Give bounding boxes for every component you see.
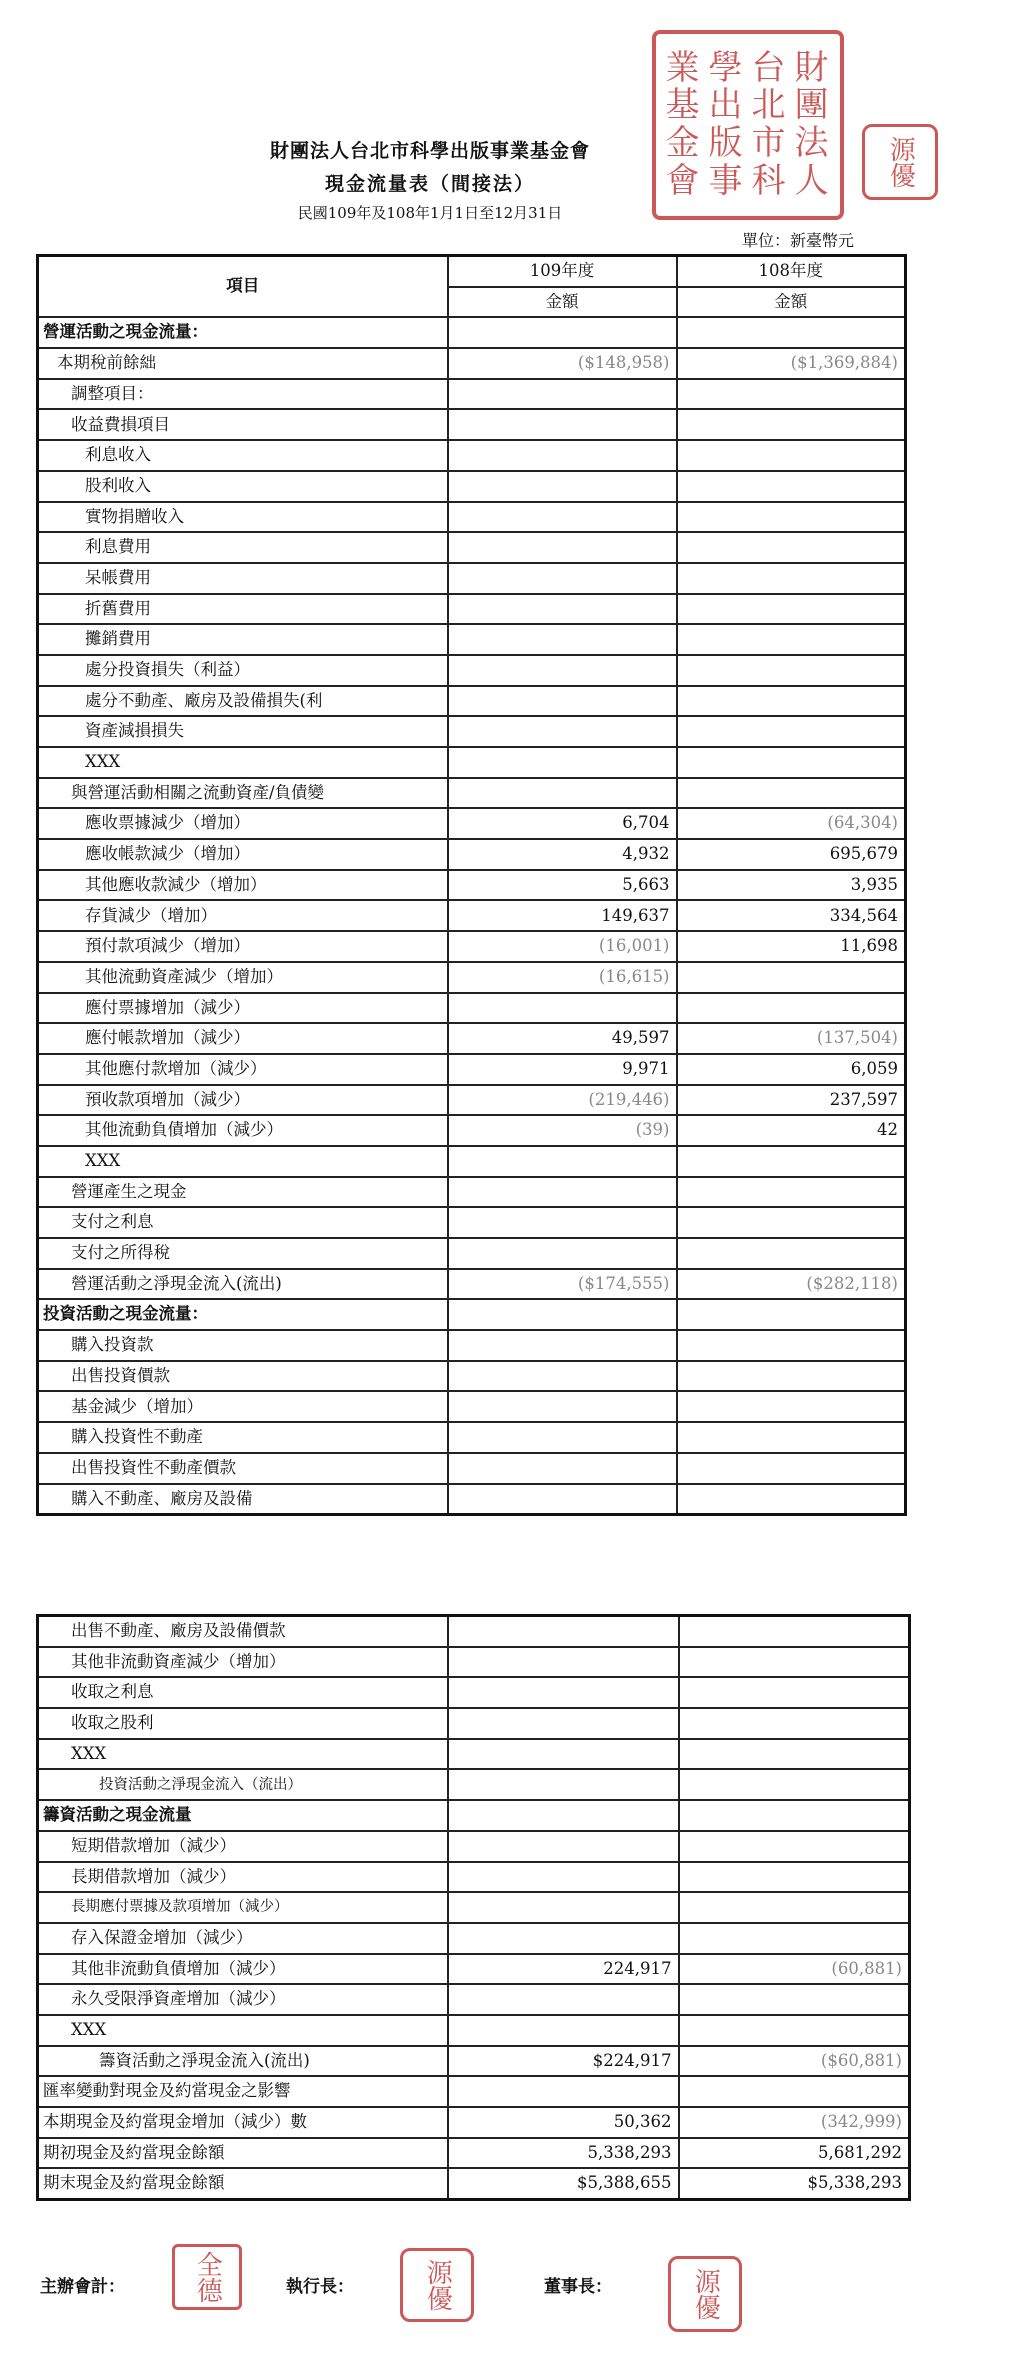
amount-108: [677, 962, 906, 993]
row-label: 營運活動之淨現金流入(流出): [38, 1269, 448, 1300]
amount-108: 5,681,292: [679, 2138, 910, 2169]
amount-109: [448, 409, 677, 440]
amount-108: [677, 624, 906, 655]
amount-108: 42: [677, 1115, 906, 1146]
chairman-seal-stamp: 源優: [862, 124, 938, 200]
table-row: [38, 1207, 906, 1238]
accountant-signature-label: 主辦會計：: [40, 2277, 125, 2297]
amount-108: [677, 993, 906, 1024]
amount-109: [448, 1862, 679, 1893]
row-label: 資產減損損失: [38, 716, 448, 747]
amount-109: [448, 317, 677, 348]
amount-109: [448, 1892, 679, 1923]
organization-seal-stamp: 業 學 台 財 基 出 北 團 金 版 市 法 會 事 科 人: [652, 30, 844, 220]
amount-109: [448, 1238, 677, 1269]
column-header-amount-109: 金額: [448, 287, 677, 318]
row-label: 基金減少（增加）: [38, 1391, 448, 1422]
row-label: 期末現金及約當現金餘額: [38, 2168, 448, 2199]
amount-108: [679, 1647, 910, 1678]
amount-109: [448, 993, 677, 1024]
amount-109: 9,971: [448, 1054, 677, 1085]
table-row: [38, 1616, 910, 1647]
table-row: [38, 1422, 906, 1453]
amount-109: [448, 1484, 677, 1515]
ceo-signature-label: 執行長：: [286, 2277, 354, 2297]
row-label: 營運產生之現金: [38, 1177, 448, 1208]
table-row: [38, 1647, 910, 1678]
table-row: [38, 1984, 910, 2015]
row-label: 匯率變動對現金及約當現金之影響: [38, 2076, 448, 2107]
table-row: [38, 1269, 906, 1300]
amount-108: [679, 1984, 910, 2015]
row-label: 其他應付款增加（減少）: [38, 1054, 448, 1085]
table-row: [38, 409, 906, 440]
row-label: 籌資活動之現金流量: [38, 1800, 448, 1831]
table-row: [38, 440, 906, 471]
cash-flow-table-part1: [36, 254, 907, 1516]
amount-109: [448, 2015, 679, 2046]
table-row: [38, 1391, 906, 1422]
table-row: [38, 1361, 906, 1392]
amount-108: [679, 1831, 910, 1862]
table-row: [38, 870, 906, 901]
amount-109: [448, 1391, 677, 1422]
table-row: [38, 1484, 906, 1515]
amount-109: [448, 655, 677, 686]
table-row: [38, 2046, 910, 2077]
row-label: 利息費用: [38, 532, 448, 563]
row-label: 期初現金及約當現金餘額: [38, 2138, 448, 2169]
amount-109: [448, 778, 677, 809]
table-row: [38, 502, 906, 533]
amount-108: [677, 1207, 906, 1238]
table-row: [38, 2138, 910, 2169]
amount-109: 224,917: [448, 1954, 679, 1985]
row-label: 處分不動產、廠房及設備損失(利: [38, 686, 448, 717]
row-label: 長期借款增加（減少）: [38, 1862, 448, 1893]
row-label: 長期應付票據及款項增加（減少）: [38, 1892, 448, 1923]
amount-108: [679, 2076, 910, 2107]
amount-108: 3,935: [677, 870, 906, 901]
amount-109: [448, 686, 677, 717]
amount-109: [448, 440, 677, 471]
amount-109: [448, 1984, 679, 2015]
amount-109: 50,362: [448, 2107, 679, 2138]
row-label: 其他應收款減少（增加）: [38, 870, 448, 901]
amount-108: [677, 317, 906, 348]
amount-108: ($282,118): [677, 1269, 906, 1300]
amount-109: $224,917: [448, 2046, 679, 2077]
amount-109: [448, 1422, 677, 1453]
amount-109: [448, 532, 677, 563]
amount-108: [679, 1800, 910, 1831]
table-row: [38, 839, 906, 870]
amount-108: [677, 1484, 906, 1515]
row-label: 應收票據減少（增加）: [38, 808, 448, 839]
row-label: 存入保證金增加（減少）: [38, 1923, 448, 1954]
table-row: [38, 1115, 906, 1146]
amount-108: [679, 1769, 910, 1800]
row-label: 籌資活動之淨現金流入(流出): [38, 2046, 448, 2077]
amount-108: [679, 1739, 910, 1770]
amount-109: [448, 563, 677, 594]
amount-108: (64,304): [677, 808, 906, 839]
row-label: 收取之股利: [38, 1708, 448, 1739]
amount-109: [448, 502, 677, 533]
amount-108: [677, 686, 906, 717]
amount-109: [448, 471, 677, 502]
row-label: XXX: [38, 747, 448, 778]
amount-108: [679, 1708, 910, 1739]
amount-109: [448, 1831, 679, 1862]
table-row: [38, 1800, 910, 1831]
amount-108: [677, 471, 906, 502]
amount-108: [677, 1330, 906, 1361]
amount-109: [448, 1330, 677, 1361]
row-label: 投資活動之現金流量：: [38, 1299, 448, 1330]
statement-period: 民國109年及108年1月1日至12月31日: [297, 204, 563, 222]
amount-108: [677, 716, 906, 747]
table-row: [38, 686, 906, 717]
column-header-item: 項目: [38, 256, 448, 318]
amount-108: [677, 778, 906, 809]
table-row: [38, 1299, 906, 1330]
amount-109: [448, 1923, 679, 1954]
amount-109: [448, 1647, 679, 1678]
amount-109: [448, 379, 677, 410]
table-row: [38, 1085, 906, 1116]
table-row: [38, 1023, 906, 1054]
amount-109: (39): [448, 1115, 677, 1146]
amount-108: 334,564: [677, 900, 906, 931]
row-label: 存貨減少（增加）: [38, 900, 448, 931]
row-label: XXX: [38, 1739, 448, 1770]
row-label: 出售投資性不動產價款: [38, 1453, 448, 1484]
table-row: [38, 1892, 910, 1923]
amount-108: [679, 1862, 910, 1893]
amount-109: [448, 624, 677, 655]
amount-109: [448, 1207, 677, 1238]
table-row: [38, 1330, 906, 1361]
table-row: [38, 747, 906, 778]
amount-109: (16,615): [448, 962, 677, 993]
amount-108: 6,059: [677, 1054, 906, 1085]
amount-109: 49,597: [448, 1023, 677, 1054]
amount-109: $5,388,655: [448, 2168, 679, 2199]
amount-109: [448, 1453, 677, 1484]
amount-109: (16,001): [448, 931, 677, 962]
table-row: [38, 962, 906, 993]
amount-108: [677, 563, 906, 594]
row-label: 購入投資款: [38, 1330, 448, 1361]
table-row: [38, 1054, 906, 1085]
row-label: 出售不動產、廠房及設備價款: [38, 1616, 448, 1647]
row-label: 出售投資價款: [38, 1361, 448, 1392]
row-label: 應付票據增加（減少）: [38, 993, 448, 1024]
amount-108: [679, 1923, 910, 1954]
amount-108: [677, 594, 906, 625]
amount-108: [677, 532, 906, 563]
chairman-signature-label: 董事長：: [544, 2277, 612, 2297]
amount-109: [448, 1800, 679, 1831]
amount-109: [448, 2076, 679, 2107]
amount-108: [679, 2015, 910, 2046]
amount-108: [677, 655, 906, 686]
table-row: [38, 2168, 910, 2199]
table-row: [38, 1862, 910, 1893]
row-label: 短期借款增加（減少）: [38, 1831, 448, 1862]
amount-109: [448, 1616, 679, 1647]
chairman-footer-seal-stamp: 源優: [668, 2256, 742, 2332]
amount-109: [448, 1708, 679, 1739]
statement-header: [200, 128, 660, 223]
currency-unit: 單位：新臺幣元: [742, 231, 855, 250]
table-row: [38, 993, 906, 1024]
amount-108: [679, 1616, 910, 1647]
column-header-amount-108: 金額: [677, 287, 906, 318]
amount-109: [448, 594, 677, 625]
amount-108: [677, 409, 906, 440]
table-row: [38, 1453, 906, 1484]
table-row: [38, 317, 906, 348]
table-row: [38, 2015, 910, 2046]
table-row: [38, 1677, 910, 1708]
amount-109: 149,637: [448, 900, 677, 931]
amount-108: [677, 747, 906, 778]
amount-109: 5,338,293: [448, 2138, 679, 2169]
amount-108: [679, 1677, 910, 1708]
ceo-seal-stamp: 源優: [400, 2248, 474, 2322]
amount-109: 6,704: [448, 808, 677, 839]
amount-108: [677, 440, 906, 471]
row-label: 營運活動之現金流量：: [38, 317, 448, 348]
table-row: [38, 1923, 910, 1954]
row-label: 應收帳款減少（增加）: [38, 839, 448, 870]
amount-108: [677, 1238, 906, 1269]
amount-108: 695,679: [677, 839, 906, 870]
amount-109: [448, 1677, 679, 1708]
row-label: 利息收入: [38, 440, 448, 471]
table-row: [38, 1708, 910, 1739]
amount-108: [677, 379, 906, 410]
amount-108: [677, 502, 906, 533]
row-label: XXX: [38, 1146, 448, 1177]
amount-109: [448, 1146, 677, 1177]
row-label: 支付之利息: [38, 1207, 448, 1238]
table-row: [38, 808, 906, 839]
row-label: 本期現金及約當現金增加（減少）數: [38, 2107, 448, 2138]
table-row: [38, 1146, 906, 1177]
row-label: 折舊費用: [38, 594, 448, 625]
table-row: [38, 1954, 910, 1985]
row-label: 調整項目：: [38, 379, 448, 410]
row-label: 其他非流動資產減少（增加）: [38, 1647, 448, 1678]
row-label: 實物捐贈收入: [38, 502, 448, 533]
table-row: [38, 1177, 906, 1208]
row-label: 本期稅前餘絀: [38, 348, 448, 379]
amount-109: (219,446): [448, 1085, 677, 1116]
table-row: [38, 2107, 910, 2138]
row-label: 處分投資損失（利益）: [38, 655, 448, 686]
row-label: 其他流動資產減少（增加）: [38, 962, 448, 993]
column-header-108: 108年度: [677, 256, 906, 287]
amount-108: [677, 1177, 906, 1208]
table-row: [38, 655, 906, 686]
column-header-109: 109年度: [448, 256, 677, 287]
accountant-seal-stamp: 全德: [172, 2244, 242, 2310]
amount-109: [448, 1361, 677, 1392]
amount-109: ($174,555): [448, 1269, 677, 1300]
amount-108: (342,999): [679, 2107, 910, 2138]
statement-title: 現金流量表（間接法）: [324, 173, 535, 195]
cash-flow-table-part2: [36, 1614, 911, 2201]
amount-109: [448, 1299, 677, 1330]
amount-108: [677, 1146, 906, 1177]
amount-108: $5,338,293: [679, 2168, 910, 2199]
table-row: [38, 1739, 910, 1770]
row-label: 收益費損項目: [38, 409, 448, 440]
organization-name: 財團法人台北市科學出版事業基金會: [269, 140, 590, 162]
amount-108: ($1,369,884): [677, 348, 906, 379]
amount-108: ($60,881): [679, 2046, 910, 2077]
table-row: [38, 1238, 906, 1269]
amount-108: [677, 1361, 906, 1392]
row-label: 預付款項減少（增加）: [38, 931, 448, 962]
row-label: 攤銷費用: [38, 624, 448, 655]
row-label: 購入投資性不動產: [38, 1422, 448, 1453]
table-row: [38, 778, 906, 809]
table-row: [38, 2076, 910, 2107]
table-row: [38, 594, 906, 625]
row-label: 股利收入: [38, 471, 448, 502]
row-label: 投資活動之淨現金流入（流出）: [38, 1769, 448, 1800]
row-label: 支付之所得稅: [38, 1238, 448, 1269]
amount-109: [448, 747, 677, 778]
row-label: 呆帳費用: [38, 563, 448, 594]
amount-109: ($148,958): [448, 348, 677, 379]
amount-109: [448, 716, 677, 747]
table-row: [38, 1769, 910, 1800]
row-label: 其他流動負債增加（減少）: [38, 1115, 448, 1146]
amount-108: (60,881): [679, 1954, 910, 1985]
row-label: 收取之利息: [38, 1677, 448, 1708]
amount-108: [677, 1453, 906, 1484]
table-row: [38, 471, 906, 502]
amount-108: 237,597: [677, 1085, 906, 1116]
amount-109: 5,663: [448, 870, 677, 901]
amount-108: [677, 1391, 906, 1422]
amount-108: (137,504): [677, 1023, 906, 1054]
table-row: [38, 563, 906, 594]
row-label: XXX: [38, 2015, 448, 2046]
amount-109: 4,932: [448, 839, 677, 870]
table-row: [38, 348, 906, 379]
amount-108: [677, 1299, 906, 1330]
row-label: 購入不動產、廠房及設備: [38, 1484, 448, 1515]
amount-108: 11,698: [677, 931, 906, 962]
table-row: [38, 1831, 910, 1862]
table-row: [38, 931, 906, 962]
row-label: 預收款項增加（減少）: [38, 1085, 448, 1116]
table-row: [38, 716, 906, 747]
amount-109: [448, 1739, 679, 1770]
amount-108: [679, 1892, 910, 1923]
row-label: 永久受限淨資產增加（減少）: [38, 1984, 448, 2015]
row-label: 與營運活動相關之流動資產/負債變: [38, 778, 448, 809]
row-label: 其他非流動負債增加（減少）: [38, 1954, 448, 1985]
table-row: [38, 900, 906, 931]
amount-109: [448, 1177, 677, 1208]
table-row: [38, 624, 906, 655]
table-row: [38, 532, 906, 563]
amount-108: [677, 1422, 906, 1453]
table-row: [38, 379, 906, 410]
row-label: 應付帳款增加（減少）: [38, 1023, 448, 1054]
amount-109: [448, 1769, 679, 1800]
